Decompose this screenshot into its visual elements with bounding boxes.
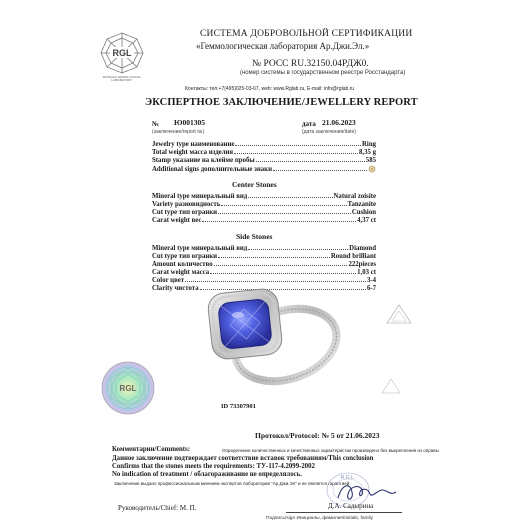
protocol-line: Протокол/Protocol: № 5 от 21.06.2023	[255, 431, 380, 440]
field-label: Carat weight масса	[152, 269, 210, 276]
id-number: ID 73307901	[221, 403, 256, 410]
field-value: Tanzanite	[347, 201, 376, 208]
field-row-center-weight	[152, 217, 376, 224]
center-stones-heading: Center Stones	[232, 180, 277, 189]
logo-caption: RUSSIAN GEMOLOGICAL LABORATORY	[102, 75, 142, 83]
field-value: Natural zoisite	[333, 193, 376, 200]
field-label: Jewelry type наименование	[152, 141, 235, 148]
field-label: Carat weight вес	[152, 217, 202, 224]
lab-name: «Геммологическая лаборатория Ар.Джи.Эл.»	[196, 41, 370, 51]
comments-text: Определение количественных и качественных характеристик произведено без выкрепления из оправы	[222, 448, 439, 453]
field-value: 4,37 ct	[357, 217, 376, 224]
field-value: 3-4	[366, 277, 376, 284]
report-number-label: №	[152, 120, 160, 128]
field-label: Mineral type минеральный вид	[152, 245, 248, 252]
report-date-caption: (дата заключения/date)	[302, 129, 356, 135]
leader-dots	[248, 197, 332, 198]
leader-dots	[273, 170, 367, 171]
conclusion-line: Данное заключение подтверждает соответствие вставок требованиям/This conclusion	[112, 455, 374, 462]
signer-name: Д.А. Садырина	[328, 502, 374, 510]
field-value: 8,35 g	[359, 149, 376, 156]
leader-dots	[202, 221, 356, 222]
system-title: СИСТЕМА ДОБРОВОЛЬНОЙ СЕРТИФИКАЦИИ	[200, 29, 413, 39]
report-date: 21.06.2023	[322, 118, 356, 127]
comments-label: Комментарии/Comments:	[112, 446, 190, 453]
field-value: Diamond	[349, 245, 376, 252]
report-date-label: дата	[302, 120, 316, 128]
report-number: Ю001305	[174, 118, 205, 127]
side-stones-heading: Side Stones	[236, 232, 273, 241]
leader-dots	[214, 265, 348, 266]
registration-number: № РОСС RU.32150.04РДЖ0.	[252, 59, 369, 69]
field-label: Cut type тип огранки	[152, 209, 218, 216]
report-number-caption: (заключение/report №)	[152, 129, 205, 135]
ring-photo	[194, 273, 346, 393]
field-label: Additional signs дополнительные знаки	[152, 166, 273, 173]
leader-dots	[218, 213, 351, 214]
field-row-center-variety	[152, 201, 376, 208]
field-value: Round brilliant	[330, 253, 376, 260]
field-row-side-mineral	[152, 245, 376, 252]
field-value: Ring	[362, 141, 376, 148]
field-row-jewelry-type	[152, 141, 376, 148]
disclaimer-line: Заключение выдано профессиональным мнением экспертов лаборатории "Ар.Джи.Эл" и не является гарантией.	[114, 481, 351, 486]
field-row-additional-signs	[152, 165, 376, 173]
svg-text:RGL: RGL	[119, 384, 137, 393]
field-value: 6-7	[366, 285, 376, 292]
signature-caption: Подпись/sign Инициалы, фамилия/Initials, family	[266, 516, 374, 521]
leader-dots	[256, 161, 365, 162]
rgl-logo-icon	[96, 30, 148, 76]
field-row-side-amount	[152, 261, 376, 268]
hologram-seal	[100, 360, 156, 416]
chief-label: Руководитель/Chief: М. П.	[118, 504, 197, 512]
signature-line	[286, 512, 402, 513]
small-mark-icon	[381, 378, 401, 394]
treatment-line: No indication of treatment / облагораживание не определялось.	[112, 471, 302, 478]
requirements-line: Confirms that the stones meets the requirements: ТУ-117-4.2099-2002	[112, 463, 315, 470]
leader-dots	[248, 249, 348, 250]
certification-mark-icon	[385, 303, 413, 325]
leader-dots	[218, 257, 330, 258]
field-row-side-cut	[152, 253, 376, 260]
svg-text:R.G.L.: R.G.L.	[340, 475, 356, 481]
field-value: 585	[365, 157, 376, 164]
leader-dots	[235, 145, 361, 146]
field-row-stamp	[152, 157, 376, 164]
leader-dots	[221, 205, 346, 206]
rgl-logo	[96, 30, 148, 88]
field-label: Color цвет	[152, 277, 185, 284]
field-label: Variety разновидность	[152, 201, 221, 208]
registration-caption: (номер системы в государственном реестре Росстандарта)	[240, 70, 406, 76]
field-row-center-cut	[152, 209, 376, 216]
field-label: Stamp указание на клейме пробы	[152, 157, 255, 164]
field-label: Cut type тип огранки	[152, 253, 218, 260]
field-value: Cushion	[351, 209, 376, 216]
field-label: Amount количество	[152, 261, 213, 268]
field-label: Total weight масса изделия	[152, 149, 234, 156]
field-label: Mineral type минеральный вид	[152, 193, 248, 200]
field-value: 222pieces	[348, 261, 376, 268]
svg-text:RGL: RGL	[112, 48, 132, 58]
field-row-total-weight	[152, 149, 376, 156]
signature	[332, 478, 402, 504]
report-title: ЭКСПЕРТНОЕ ЗАКЛЮЧЕНИЕ/JEWELLERY REPORT	[145, 97, 418, 108]
field-value: 1,03 ct	[357, 269, 376, 276]
leader-dots	[234, 153, 358, 154]
contacts-line: Контакты: тел.+7(495)025-03-67, web: www.Rglab.ru, E-mail: info@rglab.ru	[185, 86, 355, 92]
field-label: Clarity чистота	[152, 285, 199, 292]
field-row-center-mineral	[152, 193, 376, 200]
hallmark-icon	[368, 165, 376, 173]
